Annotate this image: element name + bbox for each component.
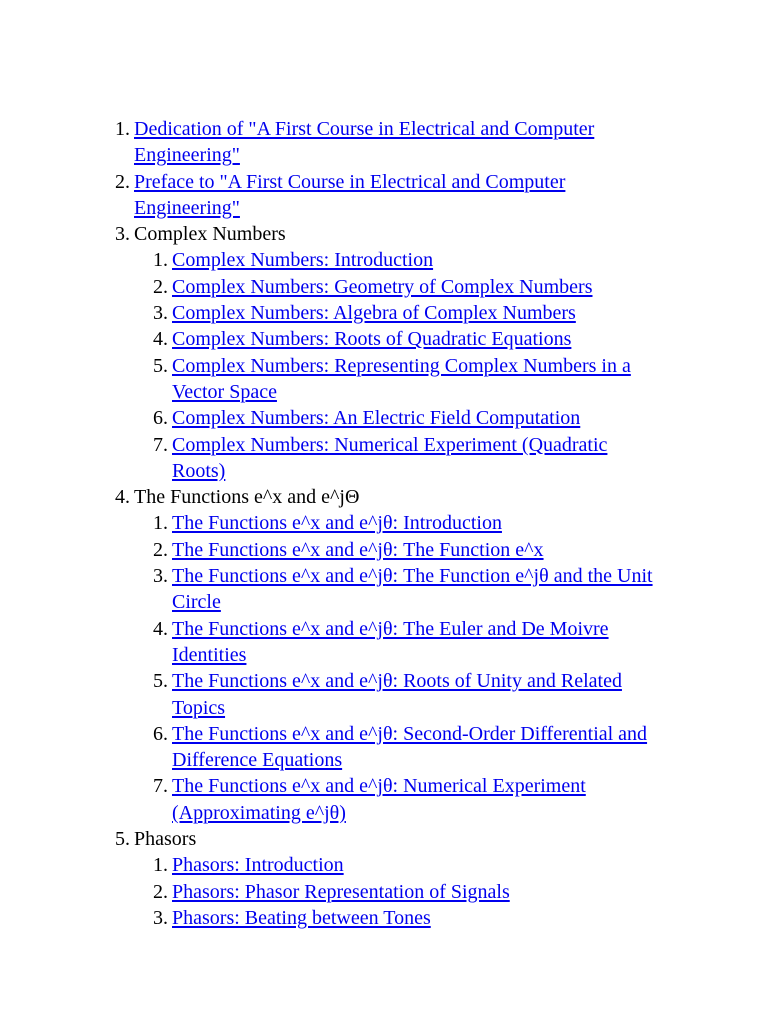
list-item xyxy=(134,247,662,273)
complex-numbers-sublist xyxy=(134,247,634,484)
list-item xyxy=(134,668,662,721)
item-number: 3. xyxy=(153,302,168,325)
link-functions-euler-de-moivre[interactable]: The Functions e^x and e^jθ: The Euler and De Moivre Identities xyxy=(172,617,609,666)
item-number: 1. xyxy=(153,512,168,535)
link-functions-differential-equations[interactable]: The Functions e^x and e^jθ: Second-Order Differential and Difference Equations xyxy=(172,722,648,772)
item-number: 3. xyxy=(153,565,168,588)
item-number: 1. xyxy=(115,118,130,140)
link-functions-unit-circle[interactable]: The Functions e^x and e^jθ: The Function e^jθ and the Unit Circle xyxy=(172,565,653,614)
list-item xyxy=(134,563,662,616)
link-complex-introduction[interactable]: Complex Numbers: Introduction xyxy=(172,249,434,272)
link-functions-introduction[interactable]: The Functions e^x and e^jθ: Introduction xyxy=(172,512,502,535)
table-of-contents xyxy=(0,116,653,931)
link-functions-ex[interactable]: The Functions e^x and e^jθ: The Function e^x xyxy=(172,538,544,561)
link-phasors-beating[interactable]: Phasors: Beating between Tones xyxy=(172,906,431,929)
link-complex-numerical-experiment[interactable]: Complex Numbers: Numerical Experiment (Quadratic Roots) xyxy=(172,433,608,482)
list-item xyxy=(134,274,662,300)
item-number: 5. xyxy=(153,670,168,693)
item-number: 2. xyxy=(153,538,168,561)
link-functions-roots-of-unity[interactable]: The Functions e^x and e^jθ: Roots of Unity and Related Topics xyxy=(172,670,622,719)
item-number: 2. xyxy=(115,170,130,193)
list-item xyxy=(134,510,662,536)
list-item xyxy=(134,773,662,826)
item-number: 7. xyxy=(153,775,168,798)
list-item xyxy=(134,300,662,326)
list-item xyxy=(134,326,662,352)
list-item xyxy=(134,537,662,563)
link-dedication[interactable]: Dedication of "A First Course in Electrical and Computer Engineering" xyxy=(134,118,595,167)
link-phasors-representation[interactable]: Phasors: Phasor Representation of Signals xyxy=(172,880,510,903)
toc-item-preface xyxy=(0,169,634,222)
item-number: 4. xyxy=(115,486,130,509)
phasors-sublist xyxy=(134,852,634,931)
toc-item-phasors xyxy=(0,826,634,931)
link-complex-vector-space[interactable]: Complex Numbers: Representing Complex Numbers in a Vector Space xyxy=(172,354,631,403)
chapter-title-complex-numbers: Complex Numbers xyxy=(134,223,286,246)
item-number: 6. xyxy=(153,407,168,430)
item-number: 7. xyxy=(153,433,168,456)
list-item xyxy=(134,405,662,431)
item-number: 1. xyxy=(153,854,168,877)
item-number: 4. xyxy=(153,328,168,351)
link-complex-quadratic-roots[interactable]: Complex Numbers: Roots of Quadratic Equations xyxy=(172,328,572,351)
item-number: 3. xyxy=(115,223,130,246)
functions-sublist xyxy=(134,510,653,826)
item-number: 1. xyxy=(153,249,168,272)
item-number: 6. xyxy=(153,722,168,745)
chapter-title-functions: The Functions e^x and e^jΘ xyxy=(134,486,360,509)
link-complex-electric-field[interactable]: Complex Numbers: An Electric Field Computation xyxy=(172,407,581,430)
item-number: 2. xyxy=(153,880,168,903)
toc-list xyxy=(0,116,653,931)
chapter-title-phasors: Phasors xyxy=(134,828,197,851)
toc-item-dedication xyxy=(0,116,634,169)
toc-item-complex-numbers xyxy=(0,221,634,484)
list-item xyxy=(134,616,662,669)
link-complex-geometry[interactable]: Complex Numbers: Geometry of Complex Numbers xyxy=(172,275,593,298)
item-number: 4. xyxy=(153,617,168,640)
item-number: 5. xyxy=(153,354,168,377)
link-complex-algebra[interactable]: Complex Numbers: Algebra of Complex Numbers xyxy=(172,302,576,325)
link-preface[interactable]: Preface to "A First Course in Electrical and Computer Engineering" xyxy=(134,170,566,219)
list-item xyxy=(134,879,662,905)
list-item xyxy=(134,432,662,485)
list-item xyxy=(134,721,662,774)
toc-item-functions xyxy=(0,484,653,826)
item-number: 5. xyxy=(115,828,130,851)
link-phasors-introduction[interactable]: Phasors: Introduction xyxy=(172,854,344,877)
link-functions-numerical-experiment[interactable]: The Functions e^x and e^jθ: Numerical Experiment (Approximating e^jθ) xyxy=(172,775,586,824)
list-item xyxy=(134,852,662,878)
list-item xyxy=(134,905,662,931)
list-item xyxy=(134,353,662,406)
item-number: 2. xyxy=(153,275,168,298)
item-number: 3. xyxy=(153,906,168,929)
